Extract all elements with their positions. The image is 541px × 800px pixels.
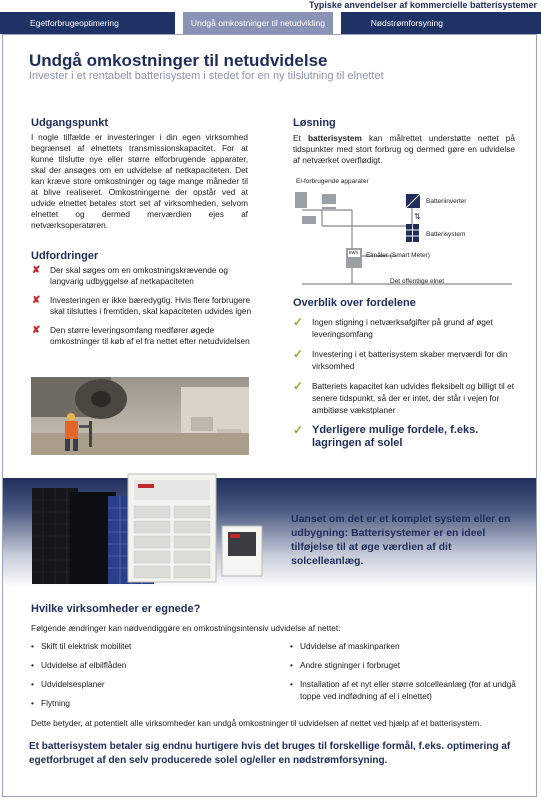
page-title: Undgå omkostninger til netudvidelse xyxy=(29,51,328,70)
tab-separator xyxy=(333,12,341,34)
losning-heading: Løsning xyxy=(293,117,336,129)
losning-text: Et batterisystem kan målrettet understøtte nettet på tidspunkter med stort forbrug og dermed gøre en udvidelse af netværket overflødigt. xyxy=(293,133,515,165)
energy-flow-diagram xyxy=(292,176,524,292)
list-item: ✘ Den større leveringsomfang medfører øgede omkostninger til køb af el fra nettet efter netudvidelsen xyxy=(32,325,250,346)
tab-separator xyxy=(175,12,183,34)
list-item-highlight: ✓ Yderligere mulige fordele, f.eks. lagringen af solel xyxy=(293,423,479,449)
udgangspunkt-text: I nogle tilfælde er investeringer i din egen virksomhed begrænset af elnettets transmissionskapacitet. For at kunne tilslutte nye eller større elforbrugende apparater, skal der ansøges om en udvidelse af netkapaciteten. Det kan kræve store omkostninger og tage mange måneder til at blive realiseret. Omkostningerne der opstår ved at udvide elnettet betales stort set af virksomheden, selvom elnettet og dermed merværdien ejes af netværksoperatøren. xyxy=(31,132,248,230)
egnede-heading: Hvilke virksomheder er egnede? xyxy=(31,603,201,615)
meter-label: Elmåler (Smart Meter) xyxy=(366,252,430,259)
list-item: ✓ Ingen stigning i netværksafgifter på grund af øget leveringsomfang xyxy=(293,315,493,339)
x-mark-icon: ✘ xyxy=(32,325,41,336)
list-item: • Installation af et nyt eller større solcelleanlæg (for at undgå toppe ved indfødning af el i elnettet) xyxy=(290,678,520,702)
list-item: • Udvidelse af maskinparken xyxy=(290,640,520,652)
egnede-intro: Følgende ændringer kan nødvendiggøre en omkostningsintensiv udvidelse af nettet: xyxy=(31,623,341,633)
battery-label: Batterisystem xyxy=(426,231,466,238)
fordele-heading: Overblik over fordelene xyxy=(293,297,416,309)
tab-netudvikling-active[interactable]: Undgå omkostninger til netudvikling xyxy=(183,12,333,34)
list-item: • Udvidelse af elbilflåden xyxy=(31,659,261,671)
egnede-note: Dette betyder, at potentielt alle virksomheder kan undgå omkostninger til udvidelsen af nettet ved hjælp af et batterisystem. xyxy=(31,718,482,728)
x-mark-icon: ✘ xyxy=(32,265,41,276)
check-mark-icon: ✓ xyxy=(293,347,304,361)
x-mark-icon: ✘ xyxy=(32,295,41,306)
svg-text:⇅: ⇅ xyxy=(414,212,421,221)
egnede-list-right xyxy=(290,640,520,709)
udfordringer-heading: Udfordringer xyxy=(31,250,99,262)
top-header xyxy=(0,0,541,12)
grid-label: Det offentlige elnet xyxy=(390,278,445,285)
egnede-list-left xyxy=(31,640,261,716)
list-item: • Udvidelsesplaner xyxy=(31,678,261,690)
list-item: • Flytning xyxy=(31,697,261,709)
check-mark-icon: ✓ xyxy=(293,423,304,437)
document-title: Typiske anvendelser af kommercielle batterisystemer xyxy=(309,0,537,10)
list-item: • Andre stigninger i forbruget xyxy=(290,659,520,671)
product-image xyxy=(30,466,270,586)
inverter-label: Batteriinverter xyxy=(426,198,467,205)
list-item: ✓ Batteriets kapacitet kan udvides fleksibelt og billigt til et senere tidspunkt, så der er intet, der står i vejen for ambitiøse vækstplaner xyxy=(293,379,514,415)
challenge-list xyxy=(32,265,252,355)
consumers-label: El-forbrugende apparater xyxy=(296,178,369,185)
tab-egetforbrug[interactable]: Egetforbrugeoptimering xyxy=(0,12,175,34)
list-item: ✘ Der skal søges om en omkostningskrævende og langvarig udbyggelse af netkapaciteten xyxy=(32,265,229,286)
page-subtitle: Invester i et rentabelt batterisystem i stedet for en ny tilslutning til elnettet xyxy=(29,70,384,82)
benefit-list xyxy=(293,316,515,458)
meter-kwh-text: kWh xyxy=(349,250,358,255)
list-item: ✓ Investering i et batterisystem skaber merværdi for din virksomhed xyxy=(293,347,508,371)
list-item: • Skift til elektrisk mobilitet xyxy=(31,640,261,652)
check-mark-icon: ✓ xyxy=(293,379,304,393)
check-mark-icon: ✓ xyxy=(293,315,304,329)
tab-nodstrom[interactable]: Nødstrømforsyning xyxy=(341,12,541,34)
closing-statement: Et batterisystem betaler sig endnu hurtigere hvis det bruges til forskellige formål, f.eks. optimering af egetforbruget af den selv producerede solel og/eller en nødstrømforsyning. xyxy=(29,741,511,766)
band-statement: Uanset om det er et komplet system eller en udbygning: Batterisystemer er en ideel tilføjelse til at øge værdien af dit solcelleanlæg. xyxy=(291,513,511,567)
tab-bar xyxy=(0,12,541,34)
list-item: ✘ Investeringen er ikke bæredygtig. Hvis flere forbrugere skal tilsluttes i fremtiden, skal kapaciteten udvides igen xyxy=(32,295,252,316)
construction-worker-photo xyxy=(31,377,249,455)
udgangspunkt-heading: Udgangspunkt xyxy=(31,117,108,129)
